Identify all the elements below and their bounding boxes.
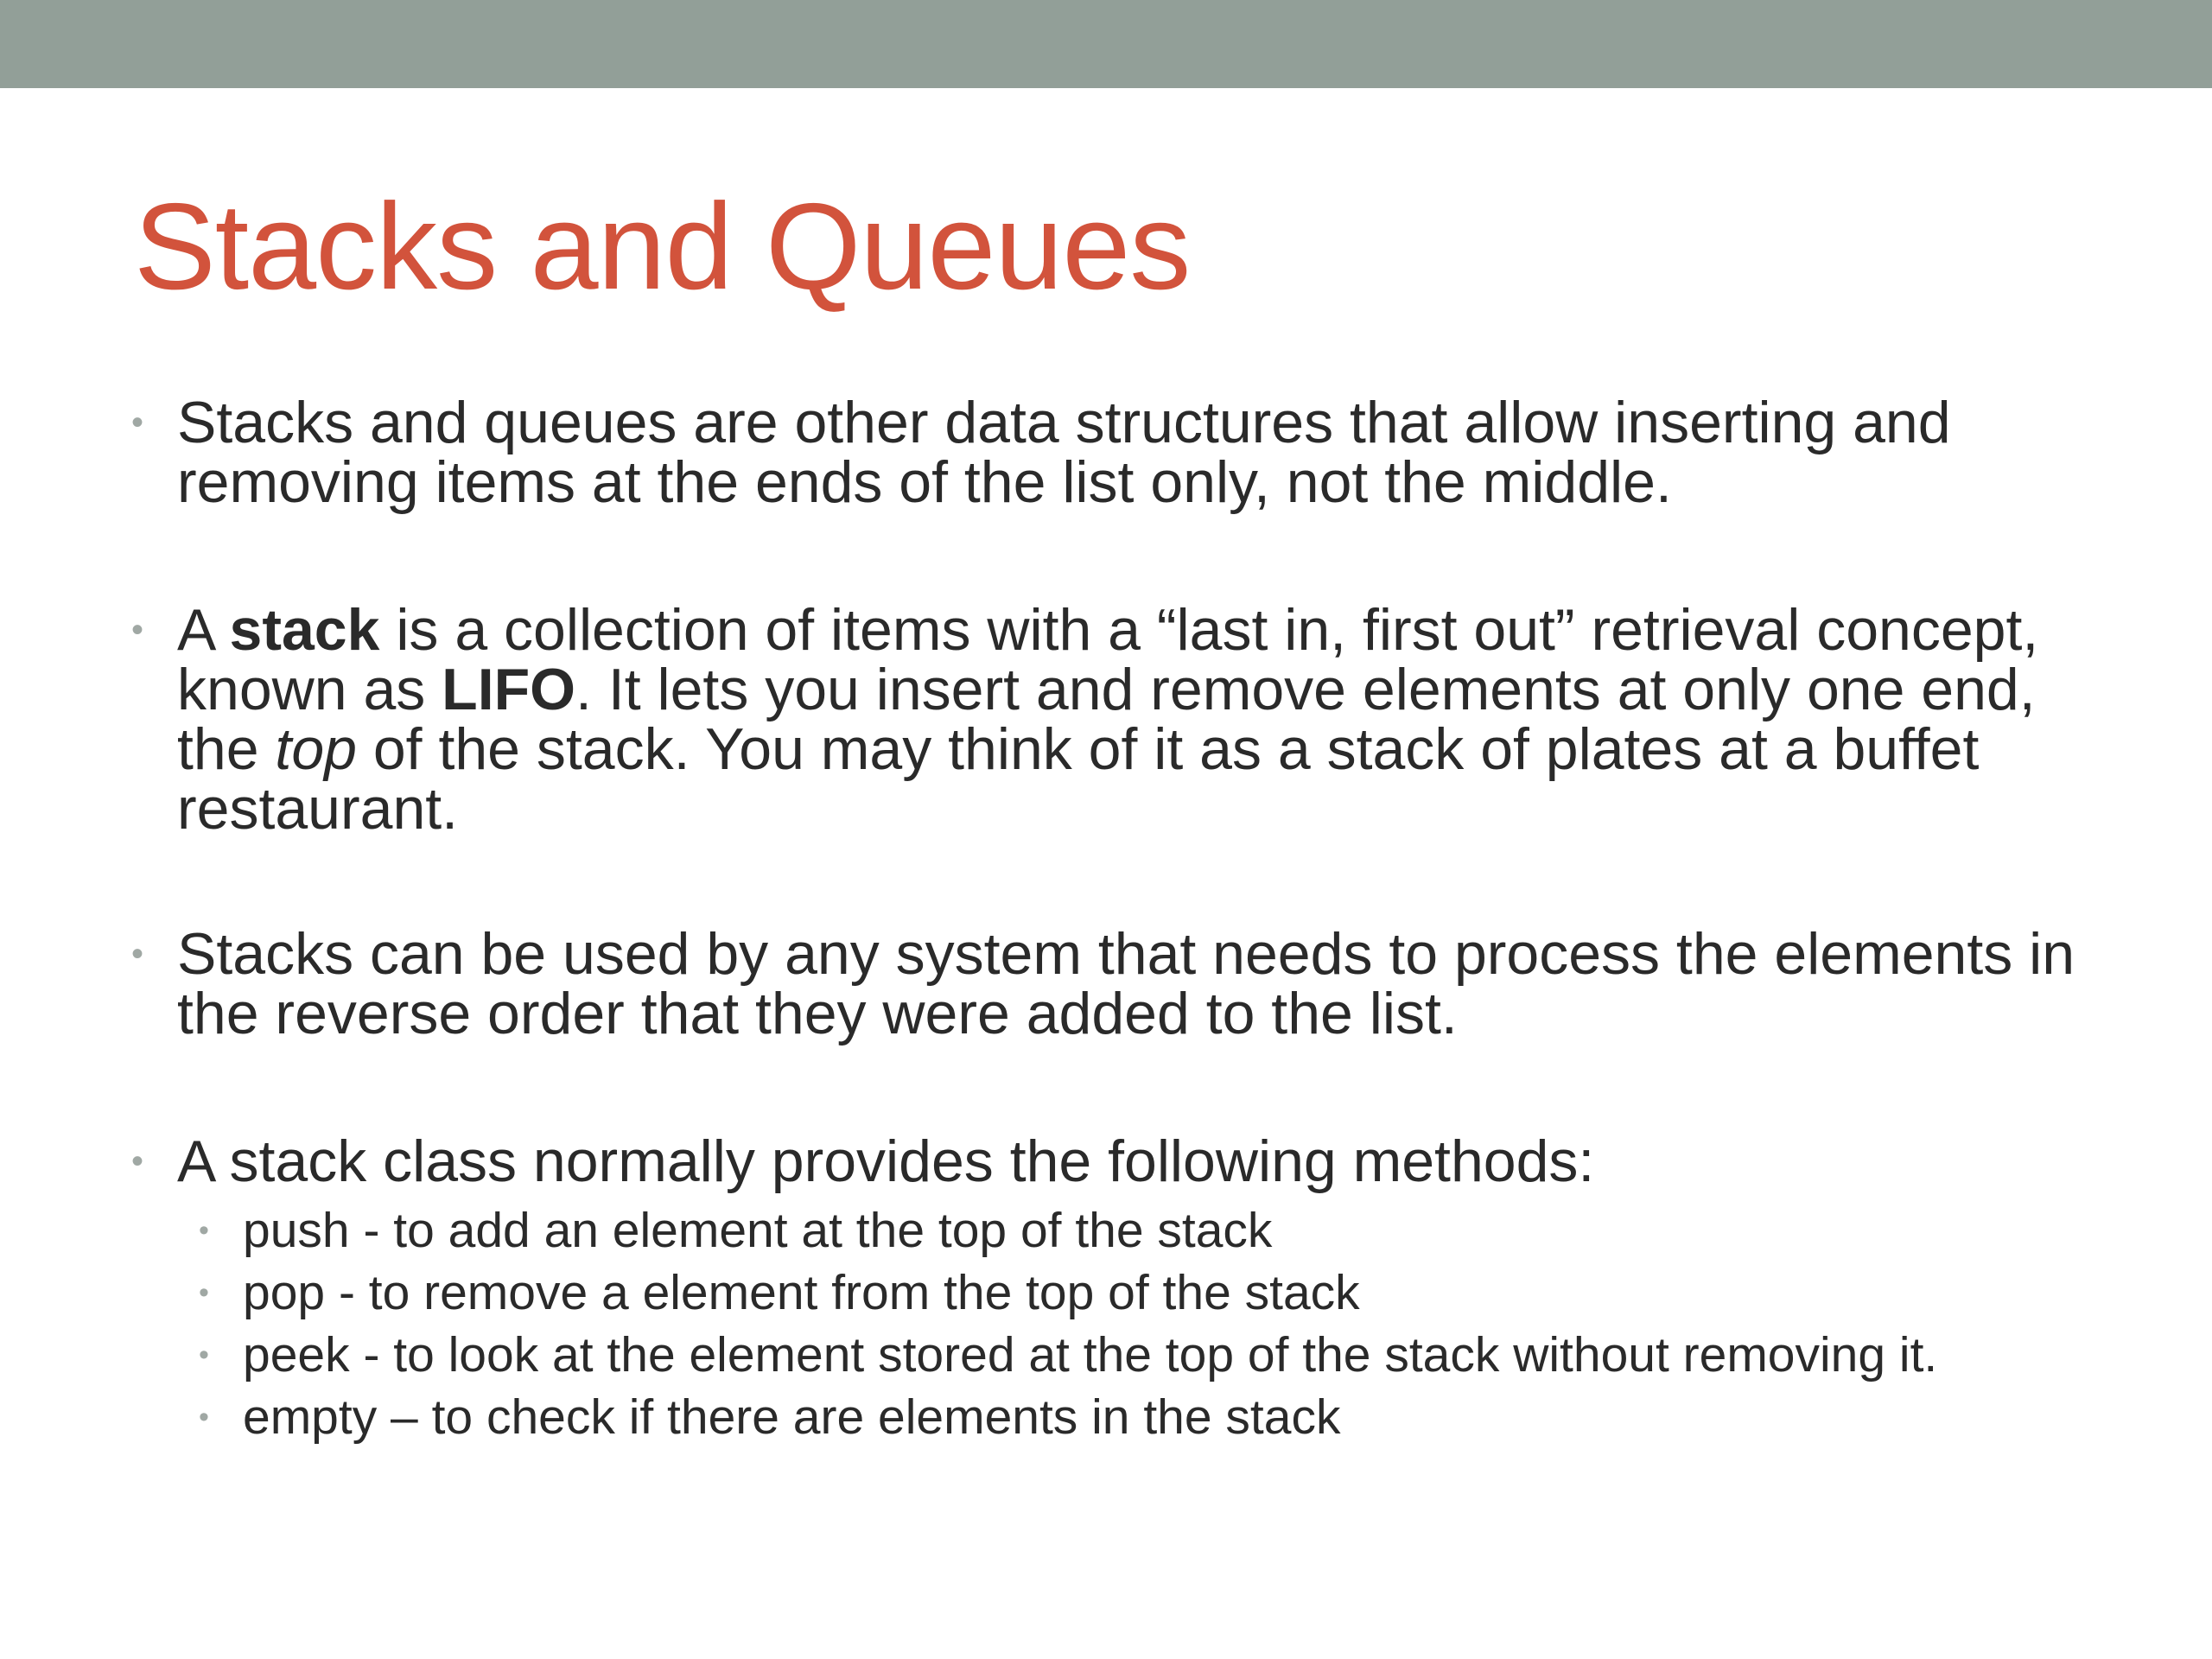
sub-item-text: empty – to check if there are elements in the stack — [243, 1389, 1341, 1445]
bullet-text-4: A stack class normally provides the following methods: — [177, 1128, 1595, 1194]
bullet-item-2 — [131, 597, 2130, 842]
bullet-item-1 — [131, 390, 2130, 515]
bullet-item-4 — [131, 1128, 2130, 1194]
sub-bullet-dot: • — [199, 1276, 209, 1309]
sub-item-text: peek - to look at the element stored at the top of the stack without removing it. — [243, 1327, 1938, 1382]
italic-term-top: top — [275, 716, 357, 782]
bullet-dot: • — [131, 935, 144, 973]
text-run: is a collection of items with a “last in, first out” retrieval concept, known as — [177, 597, 2039, 722]
sub-bullet-dot: • — [199, 1401, 209, 1433]
text-run: of the stack. You may think of it as a stack of plates at a buffet restaurant. — [177, 716, 1980, 842]
bold-term-stack: stack — [229, 597, 380, 663]
bullet-dot: • — [131, 1142, 144, 1180]
bullet-dot: • — [131, 611, 144, 649]
sub-item-text: pop - to remove a element from the top of the stack — [243, 1265, 1360, 1320]
sub-item-pop — [199, 1262, 1360, 1324]
sub-item-empty — [199, 1386, 1341, 1448]
sub-item-push — [199, 1199, 1273, 1262]
bullet-dot: • — [131, 404, 144, 442]
sub-item-peek — [199, 1324, 1938, 1386]
bullet-text-1: Stacks and queues are other data structures that allow inserting and removing items at the ends of the list only, not the middle. — [177, 390, 1951, 515]
sub-bullet-dot: • — [199, 1214, 209, 1247]
bold-term-lifo: LIFO — [442, 657, 576, 722]
slide-title: Stacks and Queues — [134, 178, 1191, 315]
text-run: . It lets you insert and remove elements at only one end, the — [177, 657, 2036, 782]
bullet-text-3: Stacks can be used by any system that needs to process the elements in the reverse order that they were added to the list. — [177, 921, 2075, 1046]
bullet-item-3 — [131, 921, 2130, 1046]
sub-bullet-dot: • — [199, 1338, 209, 1371]
sub-item-text: push - to add an element at the top of the stack — [243, 1203, 1273, 1258]
bullet-text-2 — [177, 597, 2130, 842]
text-run: A — [177, 597, 230, 663]
